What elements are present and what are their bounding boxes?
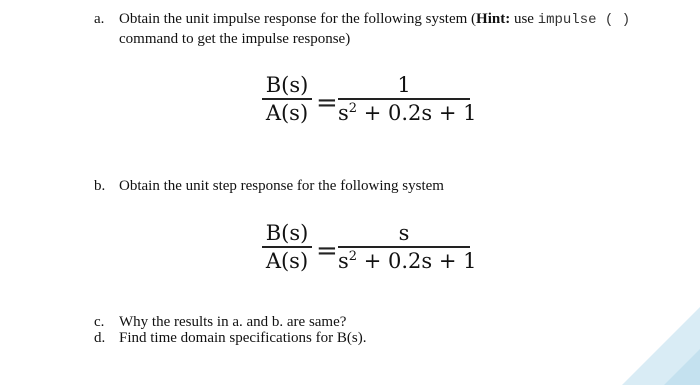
corner-decoration xyxy=(622,307,700,385)
equation-a-lhs xyxy=(262,72,312,126)
equation-b-equals: = xyxy=(316,236,338,266)
equation-b-den-rest: + 0.2s + 1 xyxy=(357,248,477,273)
impulse-code: impulse ( ) xyxy=(537,12,631,28)
question-b-text: Obtain the unit step response for the following system xyxy=(119,178,444,194)
question-a-use: use xyxy=(510,11,538,27)
question-a-line2: command to get the impulse response) xyxy=(119,31,351,47)
question-b-marker: b. xyxy=(94,178,106,194)
equation-a-rhs-denominator xyxy=(338,100,477,126)
equation-b-s: s xyxy=(338,248,349,273)
equation-a-exponent: 2 xyxy=(348,100,358,116)
question-d-marker: d. xyxy=(94,330,106,346)
equation-a-lhs-denominator: A(s) xyxy=(265,100,309,125)
hint-label: Hint: xyxy=(476,11,511,27)
question-c-text: Why the results in a. and b. are same? xyxy=(119,314,347,330)
equation-b-rhs-numerator: s xyxy=(398,221,410,245)
equation-a-lhs-numerator: B(s) xyxy=(265,73,309,97)
equation-a-rhs-numerator: 1 xyxy=(397,73,411,97)
question-a-marker: a. xyxy=(94,11,105,27)
equation-a-rhs xyxy=(338,72,477,126)
equation-a-den-rest: + 0.2s + 1 xyxy=(357,100,477,125)
equation-b-exponent: 2 xyxy=(348,248,358,264)
question-a-text xyxy=(119,10,630,49)
corner-triangle-inner xyxy=(664,349,700,385)
equation-b-lhs-numerator: B(s) xyxy=(265,221,309,245)
equation-b-lhs-denominator: A(s) xyxy=(265,248,309,273)
equation-b-lhs xyxy=(262,220,312,274)
question-d-text: Find time domain specifications for B(s). xyxy=(119,330,367,346)
equation-a-s: s xyxy=(338,100,349,125)
question-c-marker: c. xyxy=(94,314,105,330)
equation-a-equals: = xyxy=(316,88,338,118)
equation-b-rhs xyxy=(338,220,477,274)
equation-b-rhs-denominator xyxy=(338,248,477,274)
question-a-intro: Obtain the unit impulse response for the following system ( xyxy=(119,11,477,27)
